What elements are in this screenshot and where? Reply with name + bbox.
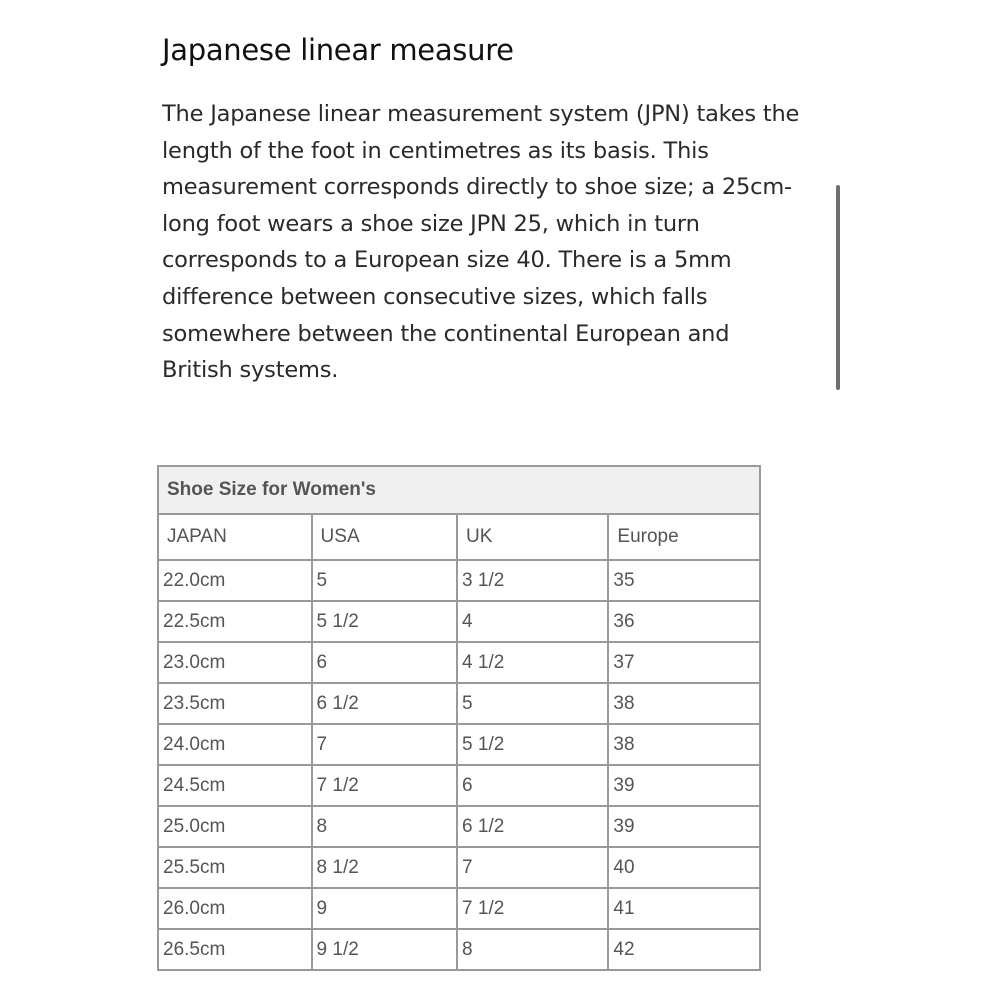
scrollbar-thumb[interactable]: [836, 185, 840, 390]
table-cell-uk: 7 1/2: [457, 888, 608, 929]
table-cell-uk: 5: [457, 683, 608, 724]
table-cell-uk: 5 1/2: [457, 724, 608, 765]
table-cell-uk: 8: [457, 929, 608, 970]
table-cell-uk: 7: [457, 847, 608, 888]
table-cell-usa: 7: [312, 724, 457, 765]
table-cell-usa: 8 1/2: [312, 847, 457, 888]
table-cell-europe: 37: [608, 642, 760, 683]
table-cell-usa: 8: [312, 806, 457, 847]
table-cell-uk: 6: [457, 765, 608, 806]
table-row: [158, 929, 760, 970]
table-cell-japan: 24.0cm: [158, 724, 312, 765]
table-row: [158, 806, 760, 847]
column-header-japan: JAPAN: [158, 514, 312, 560]
table-row: [158, 847, 760, 888]
table-cell-usa: 6 1/2: [312, 683, 457, 724]
table-cell-japan: 24.5cm: [158, 765, 312, 806]
table-cell-usa: 6: [312, 642, 457, 683]
table-cell-uk: 4 1/2: [457, 642, 608, 683]
column-header-europe: Europe: [608, 514, 760, 560]
table-cell-europe: 40: [608, 847, 760, 888]
table-cell-japan: 22.5cm: [158, 601, 312, 642]
table-cell-europe: 38: [608, 724, 760, 765]
table-cell-japan: 22.0cm: [158, 560, 312, 601]
table-cell-europe: 39: [608, 806, 760, 847]
table-cell-europe: 39: [608, 765, 760, 806]
table-caption-row: [158, 466, 760, 514]
table-cell-uk: 4: [457, 601, 608, 642]
table-cell-europe: 42: [608, 929, 760, 970]
article-paragraph: The Japanese linear measurement system (JPN) takes the length of the foot in centimetres as its basis. This measurement corresponds directly to shoe size; a 25cm-long foot wears a shoe size JPN 25, which in turn corresponds to a European size 40. There is a 5mm difference between consecutive sizes, which falls somewhere between the continental European and British systems.: [162, 101, 800, 384]
table-row: [158, 724, 760, 765]
column-header-uk: UK: [457, 514, 608, 560]
page-title: Japanese linear measure: [162, 33, 514, 67]
table-cell-japan: 25.5cm: [158, 847, 312, 888]
article: [162, 28, 802, 389]
table-cell-japan: 25.0cm: [158, 806, 312, 847]
table-cell-usa: 5: [312, 560, 457, 601]
table-cell-japan: 23.5cm: [158, 683, 312, 724]
table-cell-japan: 26.5cm: [158, 929, 312, 970]
table-cell-japan: 26.0cm: [158, 888, 312, 929]
table-cell-europe: 35: [608, 560, 760, 601]
table-row: [158, 888, 760, 929]
table-row: [158, 683, 760, 724]
table-row: [158, 642, 760, 683]
table-cell-usa: 5 1/2: [312, 601, 457, 642]
table-row: [158, 765, 760, 806]
table-cell-europe: 36: [608, 601, 760, 642]
table-row: [158, 560, 760, 601]
column-header-usa: USA: [312, 514, 457, 560]
table-caption: Shoe Size for Women's: [158, 466, 760, 514]
table-cell-japan: 23.0cm: [158, 642, 312, 683]
shoe-size-table: [157, 465, 761, 971]
table-cell-usa: 9: [312, 888, 457, 929]
table-cell-uk: 3 1/2: [457, 560, 608, 601]
table-cell-uk: 6 1/2: [457, 806, 608, 847]
table-row: [158, 601, 760, 642]
table-cell-europe: 38: [608, 683, 760, 724]
table-cell-usa: 9 1/2: [312, 929, 457, 970]
table-cell-europe: 41: [608, 888, 760, 929]
table-cell-usa: 7 1/2: [312, 765, 457, 806]
table-header-row: [158, 514, 760, 560]
